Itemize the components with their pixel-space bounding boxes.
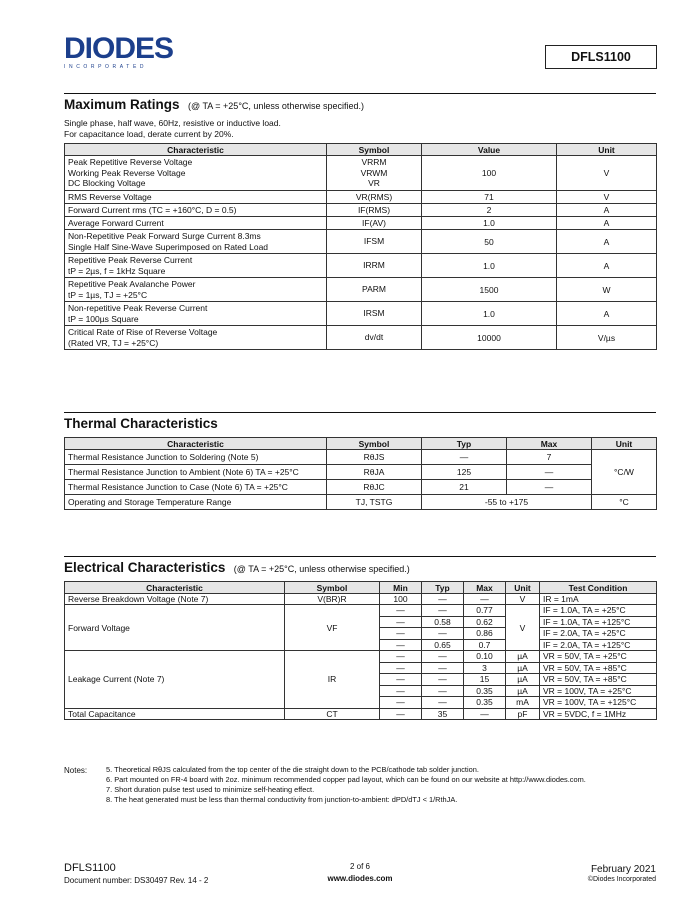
min-cell: —	[380, 639, 422, 651]
test-condition-cell: IF = 2.0A, TA = +125°C	[540, 639, 657, 651]
characteristic-cell: Reverse Breakdown Voltage (Note 7)	[65, 594, 285, 605]
unit-cell: °C/W	[592, 450, 657, 495]
max-ratings-section	[64, 93, 656, 350]
characteristic-cell: Repetitive Peak Reverse Current tP = 2µs, f = 1kHz Square	[65, 254, 327, 278]
max-ratings-subtitle: (@ TA = +25°C, unless otherwise specified.)	[187, 101, 364, 111]
col-header: Typ	[422, 582, 464, 594]
characteristic-cell: Thermal Resistance Junction to Case (Note 6) TA = +25°C	[65, 480, 327, 495]
characteristic-cell: Total Capacitance	[65, 708, 285, 720]
electrical-table	[64, 581, 657, 720]
typ-cell: —	[422, 450, 507, 465]
value-cell: 100	[422, 156, 557, 191]
max-ratings-note-2: For capacitance load, derate current by 20%.	[64, 129, 234, 139]
symbol-cell: IF(RMS)	[327, 204, 422, 217]
logo-subtext: INCORPORATED	[64, 64, 148, 70]
symbol-cell: TJ, TSTG	[327, 495, 422, 510]
table-row	[65, 495, 657, 510]
symbol-cell: IFSM	[327, 230, 422, 254]
unit-cell: V	[506, 594, 540, 605]
col-header: Typ	[422, 438, 507, 450]
unit-cell: A	[557, 302, 657, 326]
typ-cell: —	[422, 662, 464, 674]
characteristic-cell: Operating and Storage Temperature Range	[65, 495, 327, 510]
thermal-table	[64, 437, 657, 510]
typ-cell: 0.58	[422, 616, 464, 628]
typ-cell: —	[422, 697, 464, 709]
thermal-title: Thermal Characteristics	[64, 416, 218, 431]
symbol-cell: IF(AV)	[327, 217, 422, 230]
table-row	[65, 230, 657, 254]
table-row	[65, 465, 657, 480]
col-header: Unit	[506, 582, 540, 594]
symbol-cell: PARM	[327, 278, 422, 302]
table-row	[65, 302, 657, 326]
value-cell: 50	[422, 230, 557, 254]
symbol-cell: VR(RMS)	[327, 191, 422, 204]
min-cell: —	[380, 628, 422, 640]
logo-wordmark: DIODES	[64, 32, 174, 65]
unit-cell: pF	[506, 708, 540, 720]
table-row	[65, 605, 657, 617]
min-cell: 100	[380, 594, 422, 605]
min-cell: —	[380, 605, 422, 617]
typ-cell: —	[422, 674, 464, 686]
max-cell: —	[507, 465, 592, 480]
col-header: Symbol	[327, 144, 422, 156]
unit-cell: A	[557, 230, 657, 254]
characteristic-cell: Forward Current rms (TC = +160°C, D = 0.5)	[65, 204, 327, 217]
test-condition-cell: IR = 1mA	[540, 594, 657, 605]
min-cell: —	[380, 685, 422, 697]
symbol-cell: IRSM	[327, 302, 422, 326]
max-cell: 0.35	[464, 697, 506, 709]
footer-copyright: ©Diodes Incorporated	[587, 876, 656, 883]
footer-doc-number: Document number: DS30497 Rev. 14 - 2	[64, 876, 209, 885]
col-header: Max	[464, 582, 506, 594]
symbol-cell: IR	[285, 651, 380, 709]
typ-cell: —	[422, 685, 464, 697]
characteristic-cell: Non-repetitive Peak Reverse Current tP = 100µs Square	[65, 302, 327, 326]
max-ratings-title: Maximum Ratings	[64, 97, 180, 112]
characteristic-cell: Leakage Current (Note 7)	[65, 651, 285, 709]
characteristic-cell: Average Forward Current	[65, 217, 327, 230]
symbol-cell: RθJS	[327, 450, 422, 465]
min-cell: —	[380, 651, 422, 663]
unit-cell: V	[557, 156, 657, 191]
range-cell: -55 to +175	[422, 495, 592, 510]
symbol-cell: RθJA	[327, 465, 422, 480]
max-cell: 15	[464, 674, 506, 686]
electrical-title: Electrical Characteristics	[64, 560, 226, 575]
note-item: 8. The heat generated must be less than thermal conductivity from junction-to-ambient: dPD/dTJ < 1/RthJA.	[106, 795, 458, 804]
unit-cell: µA	[506, 685, 540, 697]
notes-list	[106, 765, 654, 805]
test-condition-cell: VR = 50V, TA = +25°C	[540, 651, 657, 663]
table-row	[65, 651, 657, 663]
table-row	[65, 278, 657, 302]
symbol-cell: IRRM	[327, 254, 422, 278]
table-row	[65, 217, 657, 230]
value-cell: 1.0	[422, 217, 557, 230]
characteristic-cell: Peak Repetitive Reverse Voltage Working Peak Reverse Voltage DC Blocking Voltage	[65, 156, 327, 191]
symbol-cell: VF	[285, 605, 380, 651]
max-cell: 0.35	[464, 685, 506, 697]
unit-cell: °C	[592, 495, 657, 510]
typ-cell: —	[422, 594, 464, 605]
table-row	[65, 191, 657, 204]
thermal-section	[64, 412, 656, 510]
typ-cell: —	[422, 651, 464, 663]
test-condition-cell: IF = 1.0A, TA = +25°C	[540, 605, 657, 617]
typ-cell: 21	[422, 480, 507, 495]
max-cell: 0.86	[464, 628, 506, 640]
typ-cell: 35	[422, 708, 464, 720]
footer-website-link[interactable]: www.diodes.com	[327, 874, 393, 883]
test-condition-cell: VR = 100V, TA = +25°C	[540, 685, 657, 697]
max-cell: 7	[507, 450, 592, 465]
col-header: Characteristic	[65, 144, 327, 156]
electrical-section	[64, 556, 656, 720]
min-cell: —	[380, 697, 422, 709]
table-row	[65, 156, 657, 191]
col-header: Value	[422, 144, 557, 156]
test-condition-cell: VR = 50V, TA = +85°C	[540, 674, 657, 686]
value-cell: 1.0	[422, 254, 557, 278]
unit-cell: A	[557, 254, 657, 278]
value-cell: 71	[422, 191, 557, 204]
note-item: 5. Theoretical RθJS calculated from the top center of the die straight down to the PCB/cathode tab solder junction.	[106, 765, 479, 774]
footer-part: DFLS1100	[64, 862, 116, 874]
test-condition-cell: IF = 1.0A, TA = +125°C	[540, 616, 657, 628]
electrical-subtitle: (@ TA = +25°C, unless otherwise specified.)	[233, 564, 410, 574]
unit-cell: µA	[506, 662, 540, 674]
typ-cell: 0.65	[422, 639, 464, 651]
min-cell: —	[380, 674, 422, 686]
note-item: 6. Part mounted on FR-4 board with 2oz. minimum recommended copper pad layout, which can be found on our website at http://www.diodes.com.	[106, 775, 586, 784]
max-ratings-note-1: Single phase, half wave, 60Hz, resistive or inductive load.	[64, 118, 281, 128]
col-header: Unit	[592, 438, 657, 450]
min-cell: —	[380, 662, 422, 674]
unit-cell: µA	[506, 651, 540, 663]
company-logo	[64, 32, 186, 72]
max-cell: 0.62	[464, 616, 506, 628]
table-header-row	[65, 582, 657, 594]
symbol-cell: V(BR)R	[285, 594, 380, 605]
table-header-row	[65, 438, 657, 450]
table-row	[65, 708, 657, 720]
symbol-cell: CT	[285, 708, 380, 720]
max-ratings-table	[64, 143, 657, 350]
value-cell: 1500	[422, 278, 557, 302]
max-cell: 3	[464, 662, 506, 674]
table-row	[65, 480, 657, 495]
min-cell: —	[380, 708, 422, 720]
col-header: Characteristic	[65, 582, 285, 594]
part-number-box: DFLS1100	[545, 45, 657, 69]
col-header: Test Condition	[540, 582, 657, 594]
col-header: Min	[380, 582, 422, 594]
table-row	[65, 450, 657, 465]
unit-cell: V	[557, 191, 657, 204]
table-row	[65, 326, 657, 350]
note-item: 7. Short duration pulse test used to minimize self-heating effect.	[106, 785, 315, 794]
col-header: Symbol	[285, 582, 380, 594]
typ-cell: —	[422, 605, 464, 617]
col-header: Max	[507, 438, 592, 450]
test-condition-cell: VR = 50V, TA = +85°C	[540, 662, 657, 674]
typ-cell: 125	[422, 465, 507, 480]
max-cell: —	[464, 594, 506, 605]
symbol-cell: RθJC	[327, 480, 422, 495]
unit-cell: V	[506, 605, 540, 651]
symbol-cell: dv/dt	[327, 326, 422, 350]
characteristic-cell: Critical Rate of Rise of Reverse Voltage (Rated VR, TJ = +25°C)	[65, 326, 327, 350]
characteristic-cell: RMS Reverse Voltage	[65, 191, 327, 204]
unit-cell: µA	[506, 674, 540, 686]
unit-cell: mA	[506, 697, 540, 709]
characteristic-cell: Repetitive Peak Avalanche Power tP = 1µs, TJ = +25°C	[65, 278, 327, 302]
test-condition-cell: VR = 5VDC, f = 1MHz	[540, 708, 657, 720]
unit-cell: W	[557, 278, 657, 302]
table-row	[65, 254, 657, 278]
test-condition-cell: IF = 2.0A, TA = +25°C	[540, 628, 657, 640]
max-cell: —	[507, 480, 592, 495]
test-condition-cell: VR = 100V, TA = +125°C	[540, 697, 657, 709]
table-row	[65, 204, 657, 217]
unit-cell: V/µs	[557, 326, 657, 350]
col-header: Unit	[557, 144, 657, 156]
characteristic-cell: Thermal Resistance Junction to Soldering (Note 5)	[65, 450, 327, 465]
footer-date: February 2021	[590, 864, 656, 875]
value-cell: 1.0	[422, 302, 557, 326]
value-cell: 10000	[422, 326, 557, 350]
col-header: Characteristic	[65, 438, 327, 450]
characteristic-cell: Non-Repetitive Peak Forward Surge Current 8.3ms Single Half Sine-Wave Superimposed on Rated Load	[65, 230, 327, 254]
max-cell: 0.77	[464, 605, 506, 617]
max-cell: 0.10	[464, 651, 506, 663]
max-cell: 0.7	[464, 639, 506, 651]
table-header-row	[65, 144, 657, 156]
characteristic-cell: Forward Voltage	[65, 605, 285, 651]
notes-label: Notes:	[64, 766, 88, 775]
value-cell: 2	[422, 204, 557, 217]
footer-page: 2 of 6	[349, 862, 370, 871]
min-cell: —	[380, 616, 422, 628]
unit-cell: A	[557, 217, 657, 230]
typ-cell: —	[422, 628, 464, 640]
max-cell: —	[464, 708, 506, 720]
characteristic-cell: Thermal Resistance Junction to Ambient (Note 6) TA = +25°C	[65, 465, 327, 480]
col-header: Symbol	[327, 438, 422, 450]
table-row	[65, 594, 657, 605]
symbol-cell: VRRM VRWM VR	[327, 156, 422, 191]
unit-cell: A	[557, 204, 657, 217]
